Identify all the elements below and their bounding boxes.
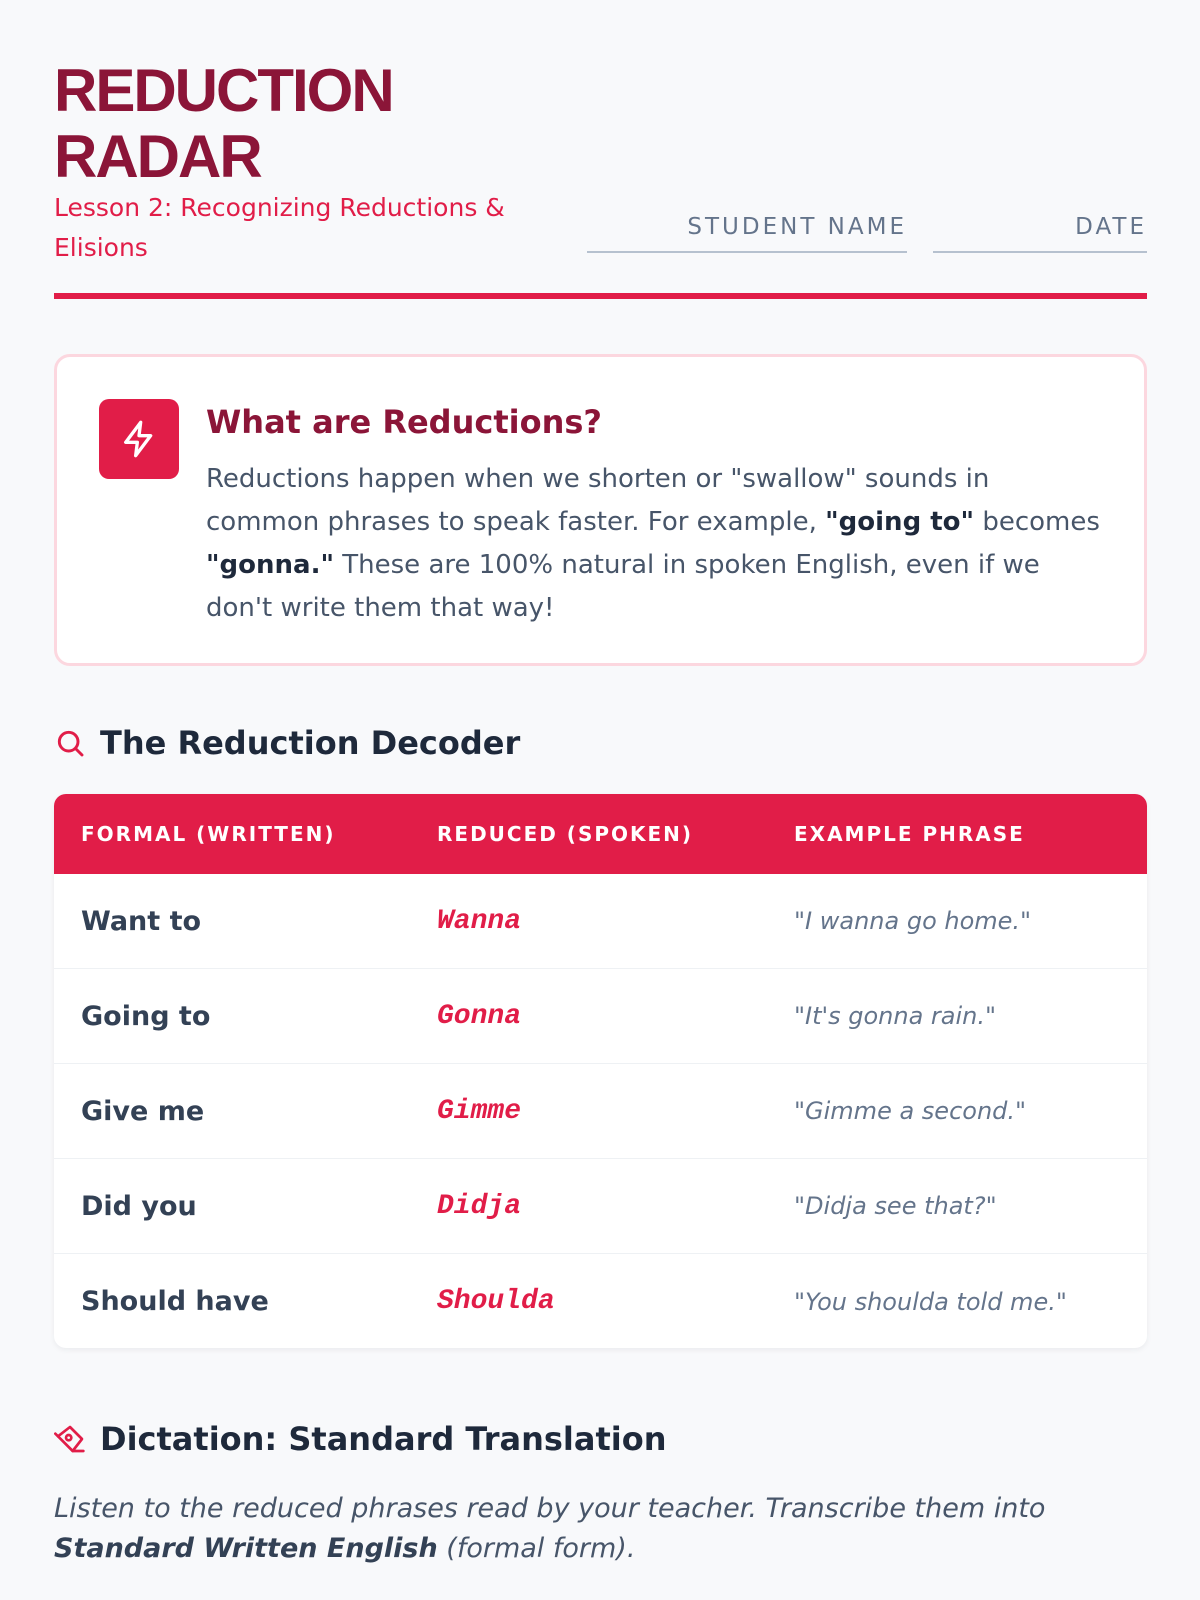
example-cell: "It's gonna rain." xyxy=(794,1002,997,1030)
reduced-cell: Wanna xyxy=(437,905,522,937)
reduction-table xyxy=(54,794,1147,1348)
decoder-heading xyxy=(54,724,520,762)
instruction-text: (formal form). xyxy=(437,1533,636,1564)
dictation-heading xyxy=(54,1420,667,1458)
header-divider xyxy=(54,293,1147,299)
column-header-example: EXAMPLE PHRASE xyxy=(794,822,1025,846)
example-cell: "I wanna go home." xyxy=(794,907,1032,935)
example-cell: "You shoulda told me." xyxy=(794,1287,1067,1316)
dictation-instructions xyxy=(54,1489,1147,1569)
info-text-part: Reductions happen when we shorten or "swallow" sounds in common phrases to speak faster. For example, xyxy=(206,464,990,537)
table-header xyxy=(54,794,1147,874)
formal-cell: Give me xyxy=(81,1095,205,1127)
worksheet-header xyxy=(54,58,1147,302)
instruction-text: Listen to the reduced phrases read by your teacher. Transcribe them into xyxy=(54,1493,1046,1524)
lightning-bolt-icon xyxy=(99,399,179,479)
formal-cell: Should have xyxy=(81,1286,269,1317)
column-header-reduced: REDUCED (SPOKEN) xyxy=(437,822,694,846)
table-row xyxy=(54,1064,1147,1159)
date-field[interactable] xyxy=(933,210,1147,253)
info-bold-gonna: "gonna." xyxy=(206,550,335,580)
example-cell: "Didja see that?" xyxy=(794,1192,997,1220)
formal-cell: Did you xyxy=(81,1190,197,1222)
student-name-field[interactable] xyxy=(587,210,907,253)
decoder-heading-text: The Reduction Decoder xyxy=(100,724,521,762)
info-title: What are Reductions? xyxy=(206,403,602,441)
instruction-bold: Standard Written English xyxy=(54,1533,438,1564)
worksheet-page xyxy=(54,0,1147,1600)
info-bold-going-to: "going to" xyxy=(825,507,975,537)
formal-cell: Going to xyxy=(81,1000,211,1032)
info-box xyxy=(54,354,1147,666)
info-text-part: These are 100% natural in spoken English, even if we don't write them that way! xyxy=(206,550,1040,623)
formal-cell: Want to xyxy=(81,905,202,937)
example-cell: "Gimme a second." xyxy=(794,1097,1027,1125)
student-name-label: STUDENT NAME xyxy=(687,214,907,240)
info-text xyxy=(206,458,1106,630)
lesson-subtitle: Lesson 2: Recognizing Reductions & Elisions xyxy=(54,193,505,262)
pen-tool-icon xyxy=(54,1423,86,1455)
worksheet-title: REDUCTION RADAR xyxy=(54,57,393,190)
dictation-heading-text: Dictation: Standard Translation xyxy=(100,1420,667,1458)
search-icon xyxy=(54,727,86,759)
table-row xyxy=(54,874,1147,969)
table-row xyxy=(54,1159,1147,1254)
table-row xyxy=(54,1254,1147,1348)
info-text-part: becomes xyxy=(974,507,1100,537)
table-row xyxy=(54,969,1147,1064)
reduced-cell: Shoulda xyxy=(437,1286,555,1317)
reduced-cell: Didja xyxy=(437,1190,522,1222)
reduced-cell: Gonna xyxy=(437,1000,522,1032)
column-header-formal: FORMAL (WRITTEN) xyxy=(81,822,336,846)
date-label: DATE xyxy=(1075,214,1147,240)
reduced-cell: Gimme xyxy=(437,1095,522,1127)
